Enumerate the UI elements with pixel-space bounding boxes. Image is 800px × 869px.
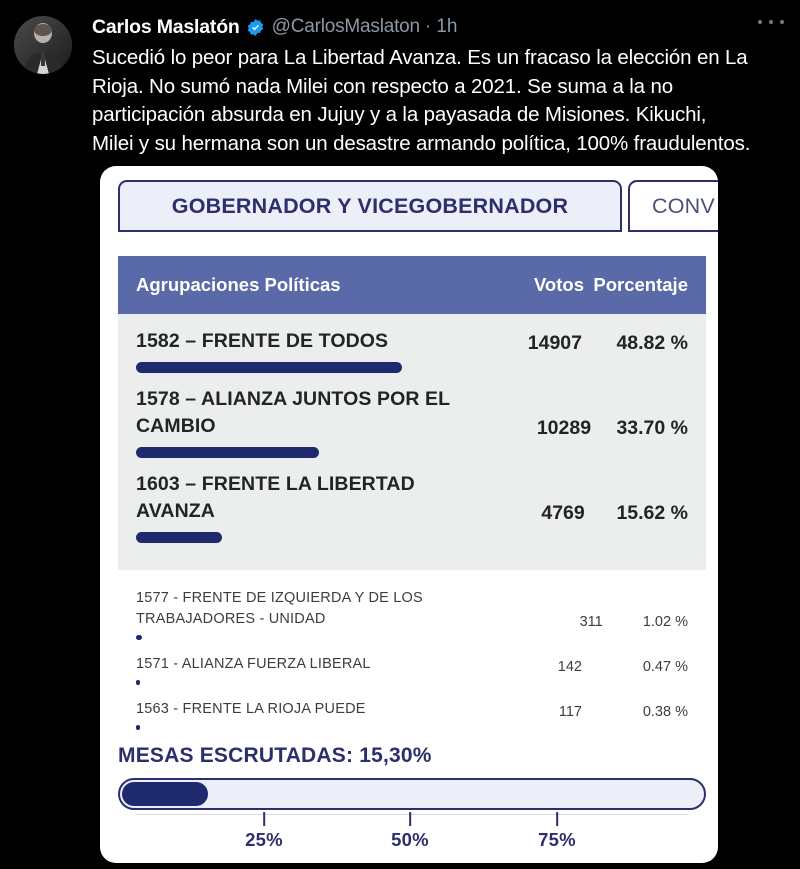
party-votes: 142 [557, 659, 582, 675]
author-handle[interactable]: @CarlosMaslaton [271, 16, 420, 37]
results-table [118, 256, 706, 760]
tick-label: 25% [245, 829, 283, 850]
mesas-escrutadas-block [118, 744, 706, 858]
table-header-row [118, 256, 706, 314]
party-votes: 14907 [527, 332, 582, 354]
table-row[interactable] [136, 654, 688, 699]
tick-label: 75% [538, 829, 576, 850]
table-row[interactable] [136, 588, 688, 654]
progress-title: MESAS ESCRUTADAS: 15,30% [118, 744, 432, 767]
party-bar-fill [136, 362, 402, 373]
tweet-container [0, 0, 800, 158]
major-parties-section [118, 314, 706, 570]
verified-badge-icon [246, 18, 265, 37]
tweet-body [72, 14, 784, 158]
tab-bar [100, 166, 718, 238]
tick-mark-icon [556, 812, 558, 826]
party-name: 1577 - FRENTE DE IZQUIERDA Y DE LOS TRABAJADORES - UNIDAD [136, 590, 423, 627]
party-bar-fill [136, 680, 140, 685]
party-name: 1571 - ALIANZA FUERZA LIBERAL [136, 656, 371, 672]
party-percent: 48.82 % [616, 332, 688, 354]
user-avatar-photo[interactable] [14, 16, 72, 74]
tab-gobernador-y-vicegobernador[interactable] [118, 180, 622, 232]
tweet-timestamp[interactable]: 1h [436, 16, 458, 37]
party-name: 1603 – FRENTE LA LIBERTAD AVANZA [136, 473, 415, 522]
tab-label: CONV [652, 193, 715, 218]
progress-tick [538, 812, 576, 851]
progress-tick [391, 812, 429, 851]
party-bar-track [136, 362, 688, 373]
column-header-agrupaciones: Agrupaciones Políticas [136, 274, 341, 295]
separator-dot: · [424, 16, 432, 37]
table-row[interactable] [136, 699, 688, 744]
party-name: 1578 – ALIANZA JUNTOS POR EL CAMBIO [136, 388, 450, 437]
progress-tick-axis [118, 812, 706, 858]
party-percent: 0.47 % [642, 659, 688, 675]
progress-bar-track[interactable] [118, 778, 706, 810]
party-bar-fill [136, 447, 319, 458]
party-votes: 10289 [536, 417, 592, 439]
party-bar-fill [136, 725, 140, 730]
party-name: 1563 - FRENTE LA RIOJA PUEDE [136, 701, 366, 717]
party-percent: 1.02 % [642, 614, 688, 630]
tab-label: GOBERNADOR Y VICEGOBERNADOR [171, 193, 569, 218]
party-votes: 117 [558, 704, 582, 720]
progress-tick [245, 812, 283, 851]
tweet-author-line [92, 14, 784, 40]
party-bar-fill [136, 532, 222, 543]
election-results-card [100, 166, 718, 863]
tick-label: 50% [391, 829, 429, 850]
progress-bar-fill [122, 782, 208, 806]
party-bar-track [136, 447, 688, 458]
author-display-name[interactable]: Carlos Maslatón [92, 15, 240, 38]
party-votes: 4769 [541, 502, 585, 524]
party-percent: 0.38 % [642, 704, 688, 720]
more-options-icon[interactable] [758, 14, 784, 30]
table-row[interactable] [136, 471, 688, 556]
party-name: 1582 – FRENTE DE TODOS [136, 330, 389, 352]
table-row[interactable] [136, 328, 688, 386]
tweet-header-row [0, 6, 800, 158]
column-header-votos: Votos [533, 274, 584, 295]
tick-mark-icon [409, 812, 411, 826]
party-bar-fill [136, 635, 142, 640]
party-votes: 311 [579, 614, 603, 630]
tweet-text: Sucedió lo peor para La Libertad Avanza. Es un fracaso la elección en La Rioja. No sumó nada Milei con respecto a 2021. Se suma a la no participación absurda en Jujuy y a la payasada de Misiones. Kikuchi, Milei y su hermana son un desastre armando política, 100% fraudulentos. [92, 46, 751, 155]
table-row[interactable] [136, 386, 688, 471]
tab-convencionales[interactable] [628, 180, 718, 232]
column-header-porcentaje: Porcentaje [593, 274, 688, 295]
tick-mark-icon [263, 812, 265, 826]
party-percent: 33.70 % [616, 417, 688, 439]
minor-parties-section [118, 570, 706, 760]
party-bar-track [136, 532, 688, 543]
party-percent: 15.62 % [616, 502, 688, 524]
